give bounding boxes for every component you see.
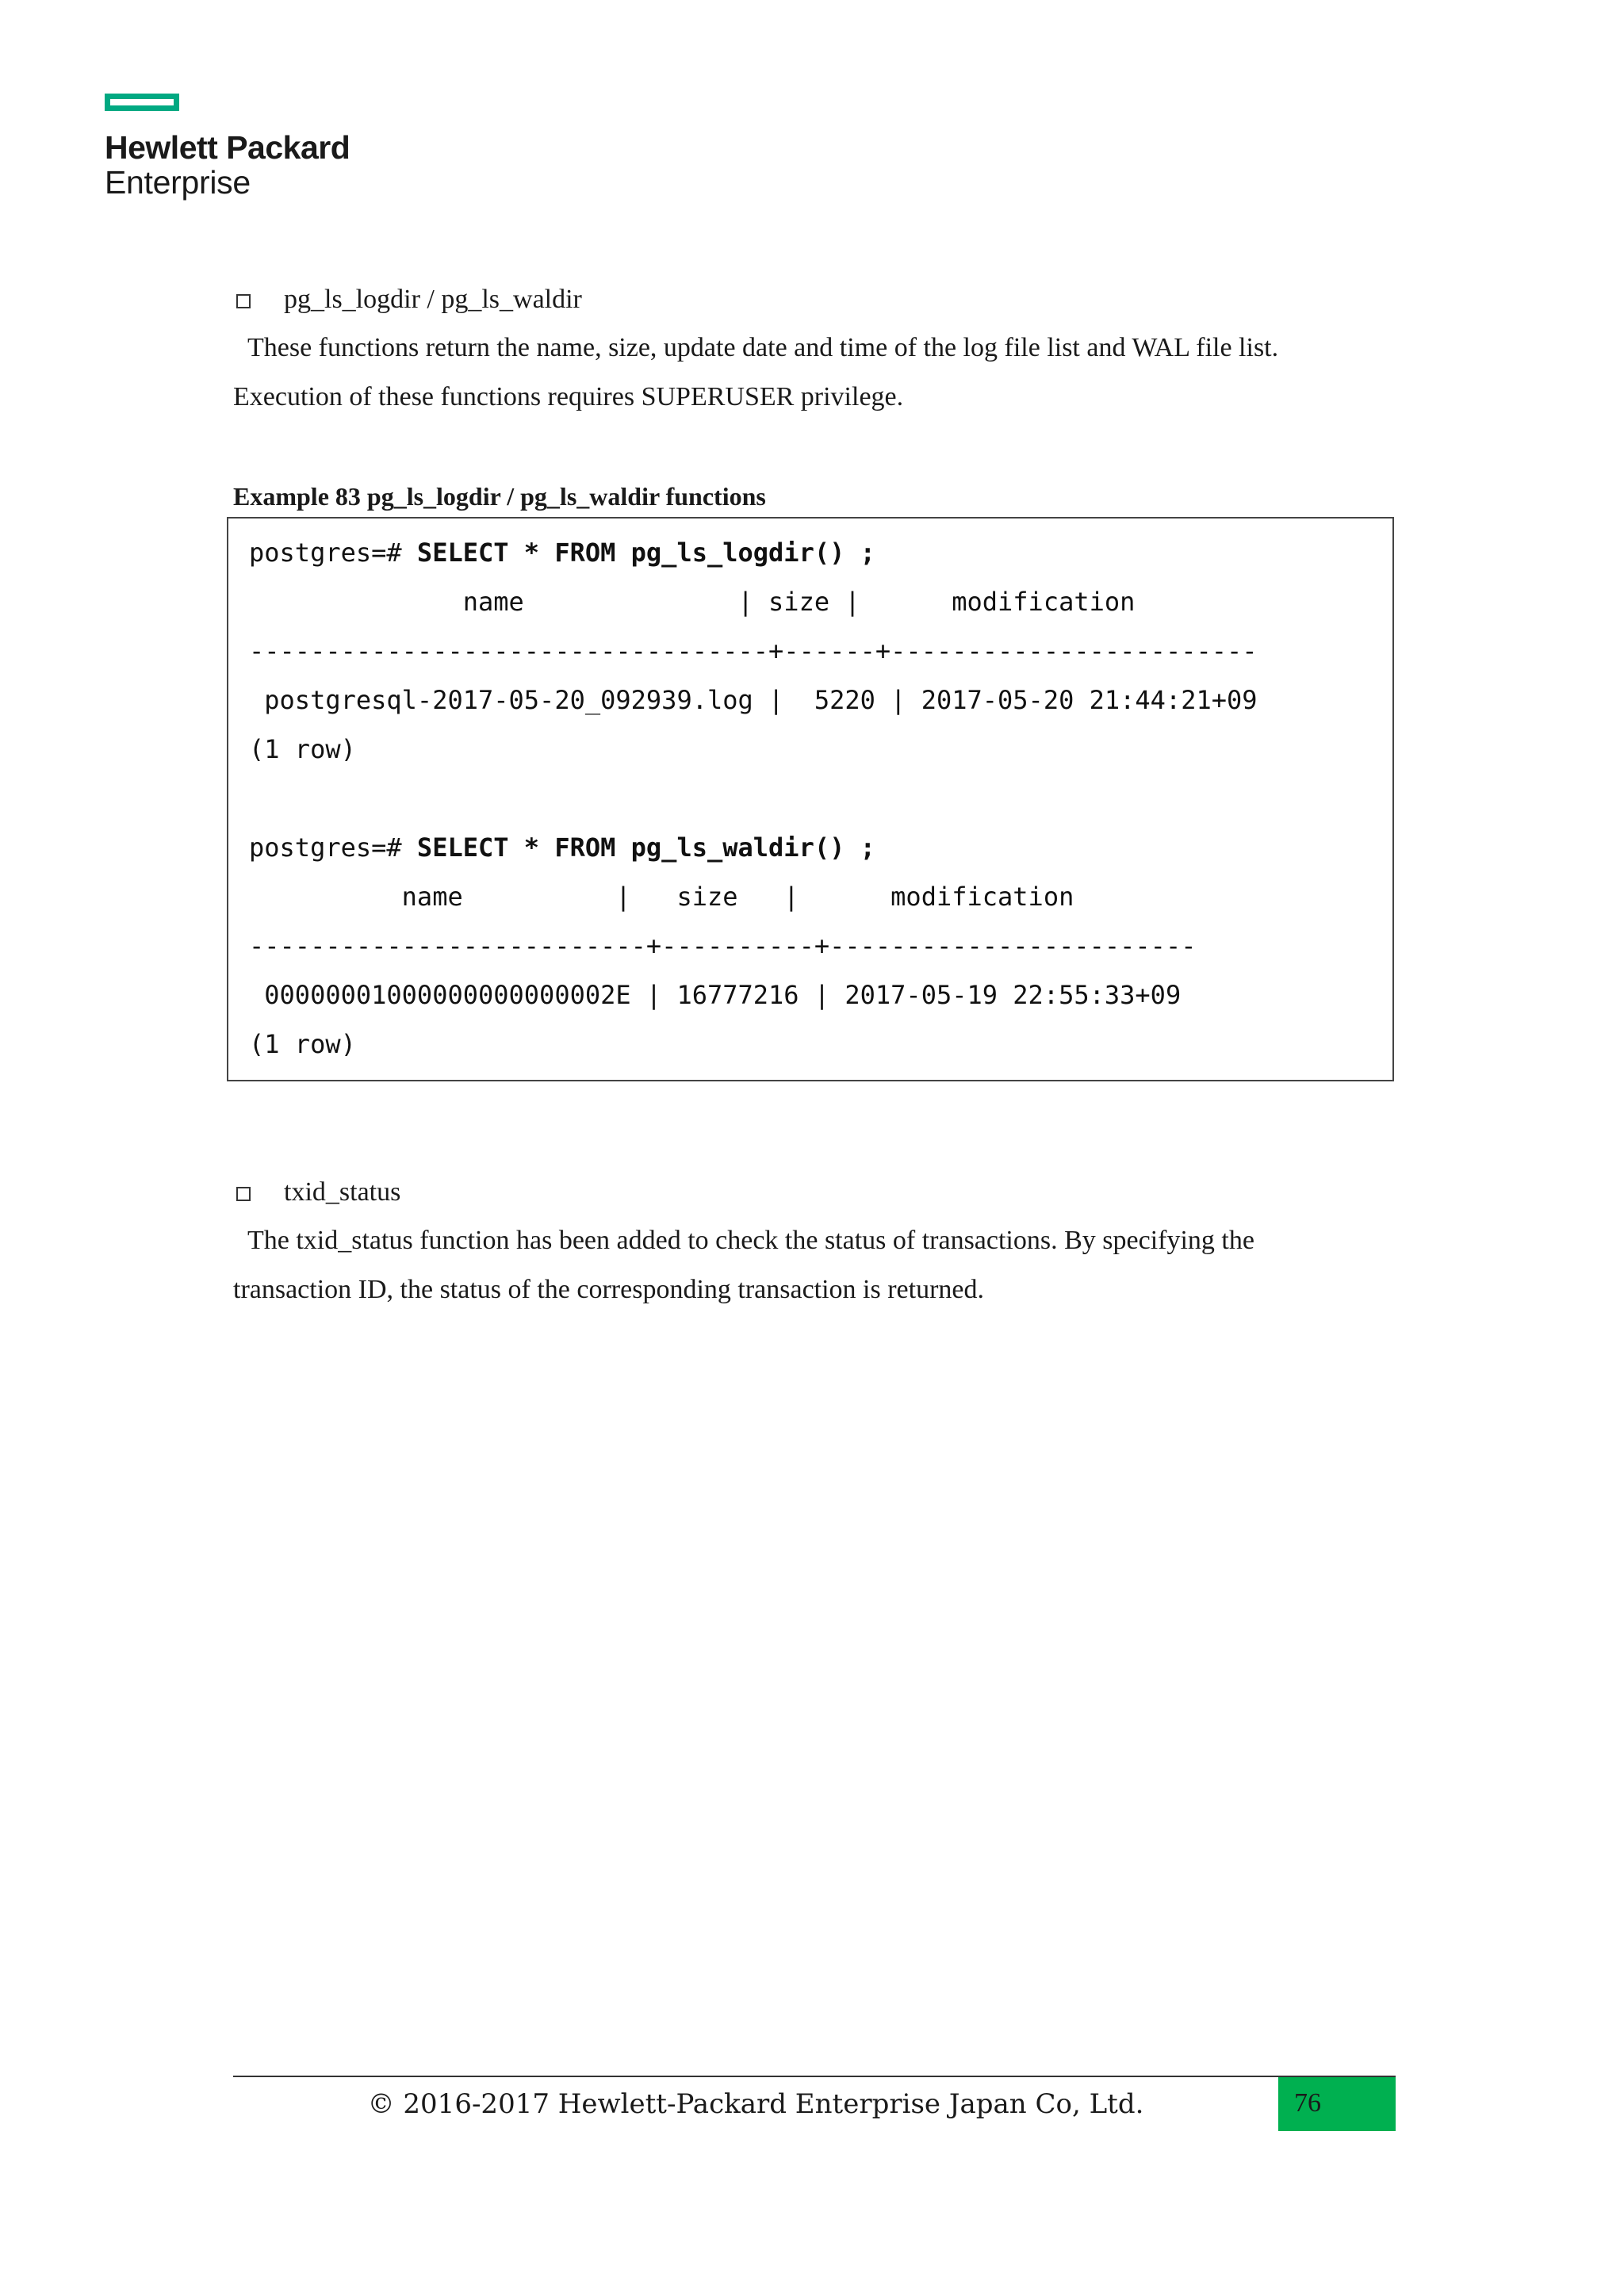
code-line-blank: [249, 774, 1392, 823]
footer-copyright: © 2016-2017 Hewlett-Packard Enterprise Japan Co, Ltd.: [367, 2088, 1144, 2120]
code-line-table2-row: 00000001000000000000002E | 16777216 | 2017-05-19 22:55:33+09: [249, 980, 1182, 1010]
example-caption: Example 83 pg_ls_logdir / pg_ls_waldir functions: [233, 482, 766, 511]
sql-command: SELECT * FROM pg_ls_logdir() ;: [416, 538, 875, 568]
code-line-table1-row: postgresql-2017-05-20_092939.log | 5220 | 2017-05-20 21:44:21+09: [249, 685, 1258, 715]
page-number-badge: 76: [1278, 2077, 1396, 2131]
paragraph-line: transaction ID, the status of the corresponding transaction is returned.: [233, 1275, 985, 1304]
code-line-table1-separator: ----------------------------------+------+------------------------: [249, 636, 1258, 666]
logo-text-line1: Hewlett Packard: [105, 129, 350, 166]
code-line-query2: [249, 823, 1392, 872]
document-body: [233, 276, 1396, 1314]
section-heading-text: pg_ls_logdir / pg_ls_waldir: [284, 285, 582, 314]
paragraph-line: Execution of these functions requires SUPERUSER privilege.: [233, 382, 904, 411]
code-line-table1-count: (1 row): [249, 734, 356, 764]
logo-text-line2: Enterprise: [105, 164, 251, 201]
code-example-box: [227, 517, 1394, 1081]
code-line-table1-header: name | size | modification: [249, 587, 1136, 617]
section-heading-text: txid_status: [284, 1177, 401, 1207]
paragraph-line: These functions return the name, size, update date and time of the log file list and WAL file list.: [247, 333, 1279, 362]
sql-prompt: postgres=#: [249, 832, 417, 863]
paragraph-line: The txid_status function has been added to check the status of transactions. By specifying the: [247, 1226, 1254, 1255]
code-line-table2-separator: --------------------------+----------+------------------------: [249, 931, 1197, 961]
paragraph: [233, 323, 1396, 422]
section-heading: [233, 276, 1396, 323]
code-line-query1: [249, 528, 1392, 577]
hpe-logo: [105, 94, 350, 200]
square-bullet-icon: [236, 294, 251, 308]
sql-command: SELECT * FROM pg_ls_waldir() ;: [416, 832, 875, 863]
section-heading: [233, 1169, 1396, 1216]
footer-rule: [233, 2076, 1396, 2077]
paragraph: [233, 1216, 1396, 1314]
section-pg-ls-logdir: [233, 276, 1396, 422]
code-line-table2-header: name | size | modification: [249, 882, 1074, 912]
code-line-table2-count: (1 row): [249, 1029, 356, 1059]
square-bullet-icon: [236, 1187, 251, 1201]
sql-prompt: postgres=#: [249, 538, 417, 568]
hpe-logo-mark-icon: [105, 94, 179, 111]
section-txid-status: [233, 1169, 1396, 1314]
